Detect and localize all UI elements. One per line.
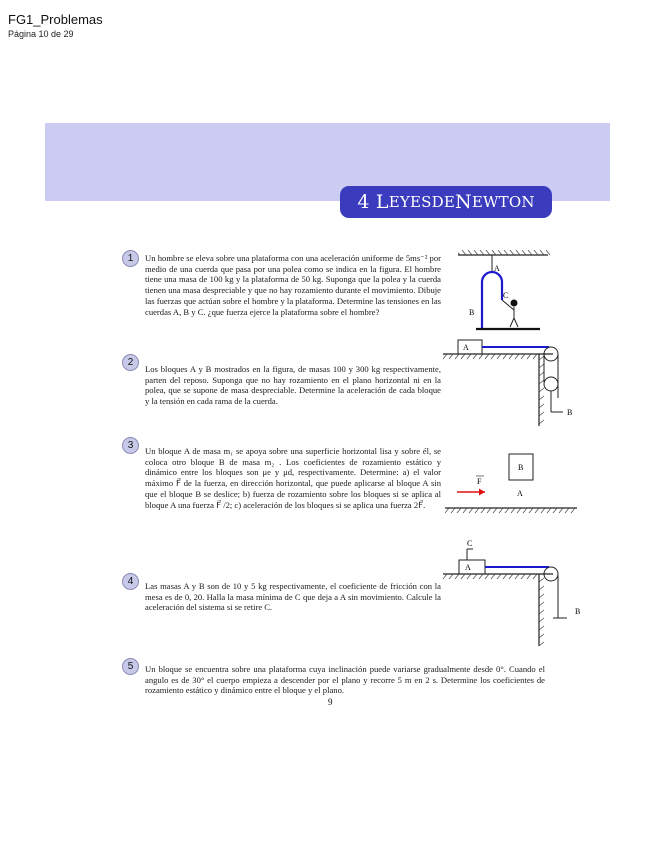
chapter-number: 4 [357,191,370,213]
label-a: A [463,343,469,352]
rope [482,272,502,330]
problem-3-text: Un bloque A de masa m₁ se apoya sobre una superficie horizontal lisa y sobre él, se coloca otro bloque B de masa m₂ . Los coeficientes de rozamiento estático y dinámico entre los bloques son μe y μd, respectivamente. Determine: a) el valor máximo F⃗ de la fuerza, en dirección horizontal, que puede aplicarse al bloque A sin que el bloque B se deslice; b) fuerza de rozamiento sobre los bloques si se aplica al bloque A una fuerza F⃗ /2; c) aceleración de los bloques si se aplica una fuerza 2F⃗. [145,446,441,510]
label-a: A [494,264,500,273]
problem-1-text: Un hombre se eleva sobre una plataforma con una aceleración uniforme de 5ms⁻² por medio de una cuerda que pasa por una polea como se indica en la figura. El hombre tiene una masa de 100 kg y la plataforma de 50 kg. Suponga que la polea y la cuerda tienen una masa despreciable y que no hay rozamiento durante el movimiento. Dibuje las fuerzas que actúan sobre el hombre y la plataforma. Determine las tensiones en las cuerdas A, B y C. ¿que fuerza ejerce la plataforma sobre el hombre? [145,253,441,317]
document-header [8,12,103,39]
label-b: B [575,607,581,616]
block-a [458,340,482,354]
problem-number-badge: 3 [122,437,139,454]
problem-number-badge: 4 [122,573,139,590]
label-b: B [567,408,573,417]
stacked-blocks-figure [445,450,577,518]
problem-number-badge: 1 [122,250,139,267]
document-title: FG1_Problemas [8,12,103,27]
ceiling-hatch [458,250,550,255]
block-a [459,560,485,574]
two-block-pulley-figure [443,338,583,430]
page-number: 9 [328,697,333,707]
label-c: C [467,539,473,548]
man-head [511,300,518,307]
page-indicator: Página 10 de 29 [8,29,74,39]
problem-number-badge: 2 [122,354,139,371]
label-f: F [477,477,482,486]
problem-4-text: Las masas A y B son de 10 y 5 kg respectivamente, el coeficiente de fricción con la mesa es de 0, 20. Halla la masa mínima de C que deja a A sin movimiento. Calcule la aceleración del sistema si se retire C. [145,581,441,613]
problem-5-text: Un bloque se encuentra sobre una plataforma cuya inclinación puede variarse gradualmente desde 0°. Cuando el angulo es de 30° el cuerpo empieza a descender por el plano y recorre 5 m en 2 s. Determine los coeficientes de rozamiento estático y dinámico entre el bloque y el plano. [145,664,545,696]
chapter-heading: 4 L EYES DE N EWTON [340,186,552,218]
label-b: B [518,463,524,472]
label-a: A [465,563,471,572]
problem-number-badge: 5 [122,658,139,675]
pulley-man-figure [458,250,550,335]
label-c: C [503,291,509,300]
problem-2-text: Los bloques A y B mostrados en la figura, de masas 100 y 300 kg respectivamente, parten del reposo. Suponga que no hay rozamiento en el plano horizontal ni en la polea, que se supone de masa despreciable. Determine la aceleración de cada bloque y la tensión en cada rama de la cuerda. [145,364,441,407]
label-a: A [517,489,523,498]
label-b: B [469,308,475,317]
three-mass-pulley-figure [443,536,583,648]
